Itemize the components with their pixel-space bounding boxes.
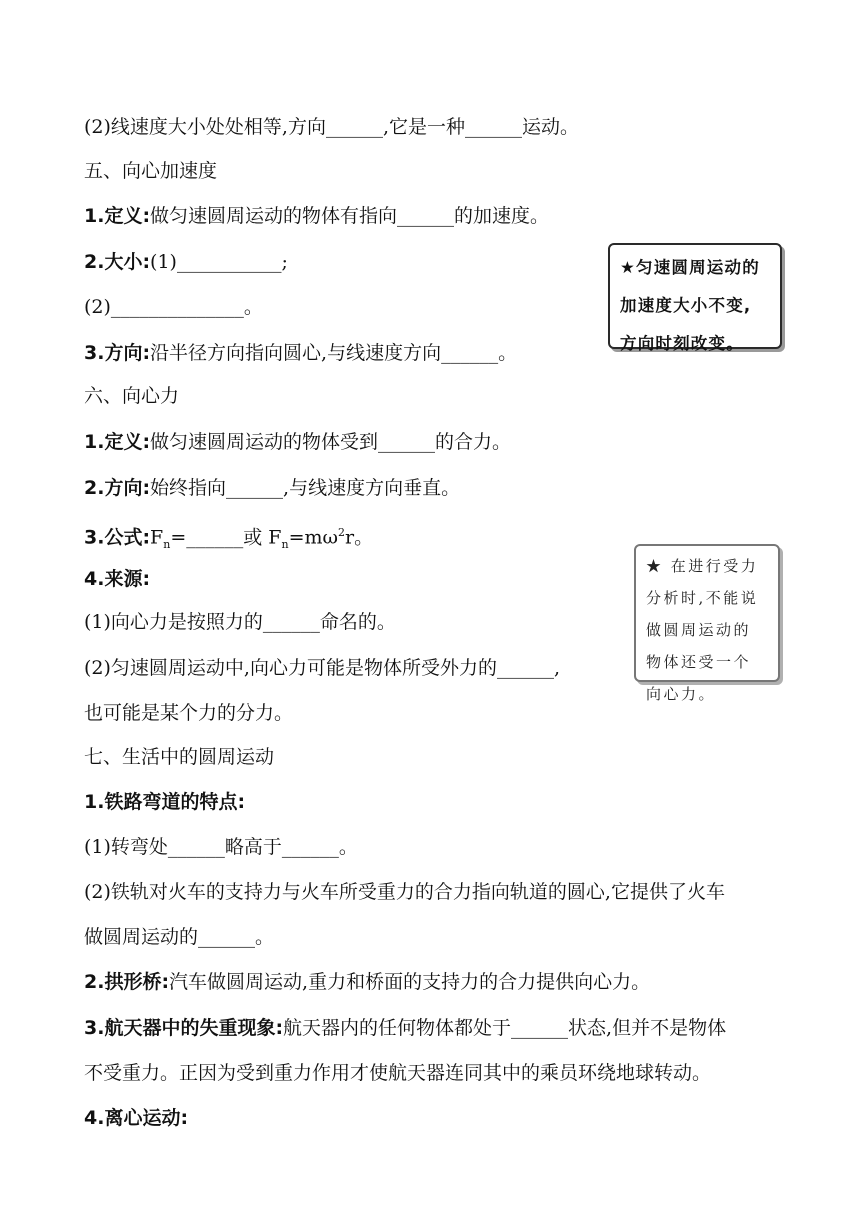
term-label: 3.方向: xyxy=(84,342,151,364)
formula-part: =mω xyxy=(288,526,339,549)
term-label: 2.大小: xyxy=(84,251,151,273)
text-line xyxy=(84,250,288,274)
text-line xyxy=(84,970,650,994)
term-text: 始终指向______,与线速度方向垂直。 xyxy=(150,477,461,499)
text-line xyxy=(84,430,511,454)
text-line xyxy=(84,1016,726,1040)
text-line: 做圆周运动的______。 xyxy=(84,926,275,948)
text-line xyxy=(84,341,517,365)
term-label: 3.公式: xyxy=(84,526,151,549)
text-line: (2)铁轨对火车的支持力与火车所受重力的合力指向轨道的圆心,它提供了火车 xyxy=(84,881,725,903)
formula-part: r。 xyxy=(345,526,374,549)
term-label: 1.定义: xyxy=(84,431,151,453)
term-label: 2.拱形桥: xyxy=(84,971,170,993)
side-note-line: 加速度大小不变, xyxy=(620,296,752,315)
formula-subscript: n xyxy=(163,538,171,552)
term-label: 3.航天器中的失重现象: xyxy=(84,1017,284,1039)
term-label: 1.定义: xyxy=(84,205,151,227)
side-note-line: 做圆周运动的 xyxy=(646,621,752,639)
text-line: 4.来源: xyxy=(84,568,151,590)
side-note-line: 向心力。 xyxy=(646,685,717,703)
formula-line xyxy=(84,521,373,557)
section-heading-centripetal-force: 六、向心力 xyxy=(84,385,180,407)
side-note-line: 方向时刻改变。 xyxy=(620,334,744,353)
term-text: 汽车做圆周运动,重力和桥面的支持力的合力提供向心力。 xyxy=(169,971,651,993)
section-heading-centripetal-acceleration: 五、向心加速度 xyxy=(84,160,218,182)
side-note-line: 物体还受一个 xyxy=(646,653,752,671)
formula-subscript: n xyxy=(281,538,289,552)
side-note-acceleration xyxy=(608,243,782,353)
text-line: 1.铁路弯道的特点: xyxy=(84,791,246,813)
term-text: 做匀速圆周运动的物体受到______的合力。 xyxy=(150,431,512,453)
section-heading-circular-motion-in-life: 七、生活中的圆周运动 xyxy=(84,746,275,768)
text-line: (1)向心力是按照力的______命名的。 xyxy=(84,611,396,633)
text-line: 不受重力。正因为受到重力作用才使航天器连同其中的乘员环绕地球转动。 xyxy=(84,1062,712,1084)
text-line xyxy=(84,204,549,228)
side-note-line: 分析时,不能说 xyxy=(646,589,759,607)
term-text: 做匀速圆周运动的物体有指向______的加速度。 xyxy=(150,205,550,227)
formula-part: =______或 F xyxy=(170,526,282,549)
term-text: (1)___________; xyxy=(150,251,288,273)
formula-superscript: 2 xyxy=(338,526,346,539)
term-text: 航天器内的任何物体都处于______状态,但并不是物体 xyxy=(283,1017,727,1039)
text-line: (2)匀速圆周运动中,向心力可能是物体所受外力的______, xyxy=(84,657,560,679)
side-note-force-analysis xyxy=(634,544,780,703)
side-note-line: ★ 在进行受力 xyxy=(646,557,759,575)
text-line xyxy=(84,476,460,500)
text-line: (2)线速度大小处处相等,方向______,它是一种______运动。 xyxy=(84,116,579,138)
side-note-line: ★匀速圆周运动的 xyxy=(620,258,760,277)
text-line: (1)转弯处______略高于______。 xyxy=(84,836,358,858)
text-line: (2)______________。 xyxy=(84,296,263,318)
text-line: 4.离心运动: xyxy=(84,1107,189,1129)
term-label: 2.方向: xyxy=(84,477,151,499)
term-text: 沿半径方向指向圆心,与线速度方向______。 xyxy=(150,342,518,364)
formula-part: F xyxy=(150,526,164,549)
text-line: 也可能是某个力的分力。 xyxy=(84,702,294,724)
